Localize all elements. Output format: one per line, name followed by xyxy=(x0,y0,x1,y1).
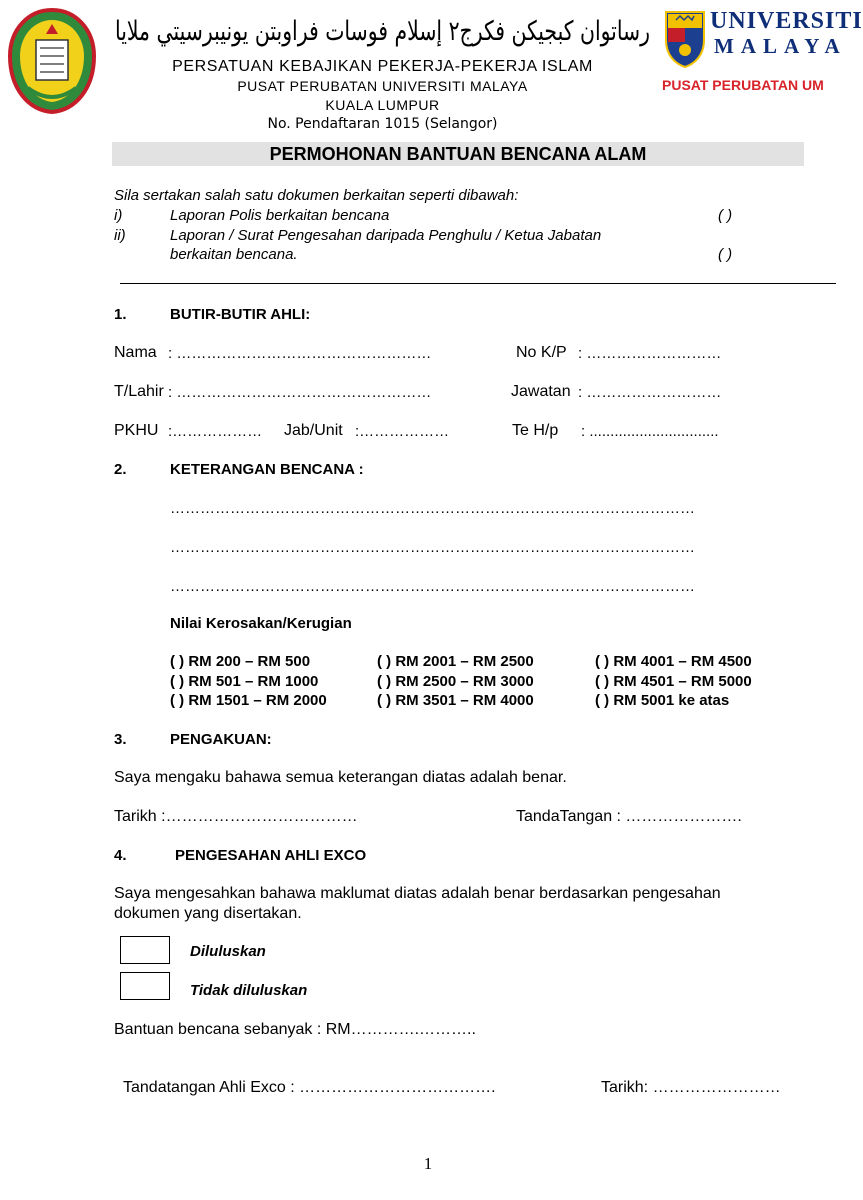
page-number: 1 xyxy=(423,1154,433,1173)
aid-amount-field[interactable]: Bantuan bencana sebanyak : RM………….……….. xyxy=(114,1021,476,1038)
organization-city: KUALA LUMPUR xyxy=(325,97,440,113)
registration-number: No. Pendaftaran 1015 (Selangor) xyxy=(267,116,498,132)
section-heading-exco-verification: PENGESAHAN AHLI EXCO xyxy=(175,847,367,864)
section-heading-declaration: PENGAKUAN: xyxy=(170,731,272,748)
phone-label: Te H/p xyxy=(512,422,559,439)
declaration-signature-field[interactable]: TandaTangan : …………………. xyxy=(516,808,742,825)
section-divider xyxy=(120,283,836,284)
section-heading-member-details: BUTIR-BUTIR AHLI: xyxy=(170,306,311,323)
university-name-line2: MALAYA xyxy=(714,34,847,58)
approved-label: Diluluskan xyxy=(190,943,266,960)
organization-subtitle: PUSAT PERUBATAN UNIVERSITI MALAYA xyxy=(237,78,528,94)
pkhu-field[interactable]: :……………… xyxy=(168,423,263,440)
section-number: 4. xyxy=(114,847,127,864)
declaration-date-field[interactable]: Tarikh :……………………………… xyxy=(114,808,358,825)
jawi-banner xyxy=(110,2,712,54)
verification-statement-continued: dokumen yang disertakan. xyxy=(114,905,302,922)
section-number: 2. xyxy=(114,461,127,478)
damage-option[interactable]: ( ) RM 3501 – RM 4000 xyxy=(377,692,534,709)
department-label: Jab/Unit xyxy=(284,422,343,439)
verification-statement: Saya mengesahkan bahawa maklumat diatas adalah benar berdasarkan pengesahan xyxy=(114,885,721,902)
ic-number-label: No K/P xyxy=(516,344,567,361)
document-item-label: Laporan Polis berkaitan bencana xyxy=(170,207,390,224)
form-title: PERMOHONAN BANTUAN BENCANA ALAM xyxy=(269,144,647,164)
department-field[interactable]: :……………… xyxy=(355,423,450,440)
approved-checkbox[interactable] xyxy=(120,936,170,964)
damage-option[interactable]: ( ) RM 4501 – RM 5000 xyxy=(595,673,752,690)
section-number: 1. xyxy=(114,306,127,323)
university-name-line1: UNIVERSITI xyxy=(710,8,863,34)
damage-option[interactable]: ( ) RM 2001 – RM 2500 xyxy=(377,653,534,670)
declaration-statement: Saya mengaku bahawa semua keterangan diatas adalah benar. xyxy=(114,769,567,786)
damage-option[interactable]: ( ) RM 200 – RM 500 xyxy=(170,653,311,670)
pkhu-label: PKHU xyxy=(114,422,159,439)
damage-option[interactable]: ( ) RM 5001 ke atas xyxy=(595,692,730,709)
document-item-number: ii) xyxy=(114,227,126,244)
rejected-label: Tidak diluluskan xyxy=(190,982,308,999)
birthplace-label: T/Lahir xyxy=(114,383,164,400)
description-line-field[interactable]: …………………………………………………………………………………………… xyxy=(170,500,695,517)
ic-number-field[interactable]: : ……………………… xyxy=(578,345,722,362)
damage-option[interactable]: ( ) RM 1501 – RM 2000 xyxy=(170,692,327,709)
exco-signature-field[interactable]: Tandatangan Ahli Exco : ………………………………. xyxy=(123,1079,496,1096)
damage-option[interactable]: ( ) RM 501 – RM 1000 xyxy=(170,673,319,690)
description-line-field[interactable]: …………………………………………………………………………………………… xyxy=(170,578,695,595)
document-item-label-continued: berkaitan bencana. xyxy=(170,246,298,263)
section-number: 3. xyxy=(114,731,127,748)
exco-date-field[interactable]: Tarikh: …………………… xyxy=(601,1079,781,1096)
rejected-checkbox[interactable] xyxy=(120,972,170,1000)
damage-option[interactable]: ( ) RM 4001 – RM 4500 xyxy=(595,653,752,670)
phone-field[interactable]: : ............................... xyxy=(581,423,719,440)
documents-intro: Sila sertakan salah satu dokumen berkaitan seperti dibawah: xyxy=(114,187,519,204)
document-checkbox[interactable]: ( ) xyxy=(718,246,733,263)
description-line-field[interactable]: …………………………………………………………………………………………… xyxy=(170,539,695,556)
section-heading-disaster-details: KETERANGAN BENCANA : xyxy=(170,461,364,478)
birthplace-field[interactable]: : …………………………………………… xyxy=(168,384,432,401)
position-label: Jawatan xyxy=(511,383,571,400)
document-item-number: i) xyxy=(114,207,123,224)
name-field[interactable]: : …………………………………………… xyxy=(168,345,432,362)
damage-option[interactable]: ( ) RM 2500 – RM 3000 xyxy=(377,673,534,690)
position-field[interactable]: : ……………………… xyxy=(578,384,722,401)
association-logo xyxy=(6,6,98,116)
university-crest-icon xyxy=(664,10,706,68)
document-item-label: Laporan / Surat Pengesahan daripada Penghulu / Ketua Jabatan xyxy=(170,227,602,244)
jawi-text: رساتوان کبجيکن فکرج٢ إسلام فوسات فراوبتن يونيبرسيتي ملايا xyxy=(114,16,712,47)
damage-value-heading: Nilai Kerosakan/Kerugian xyxy=(170,615,352,632)
document-checkbox[interactable]: ( ) xyxy=(718,207,733,224)
name-label: Nama xyxy=(114,344,157,361)
organization-name: PERSATUAN KEBAJIKAN PEKERJA-PEKERJA ISLAM xyxy=(172,58,593,75)
medical-centre-name: PUSAT PERUBATAN UM xyxy=(662,77,824,93)
